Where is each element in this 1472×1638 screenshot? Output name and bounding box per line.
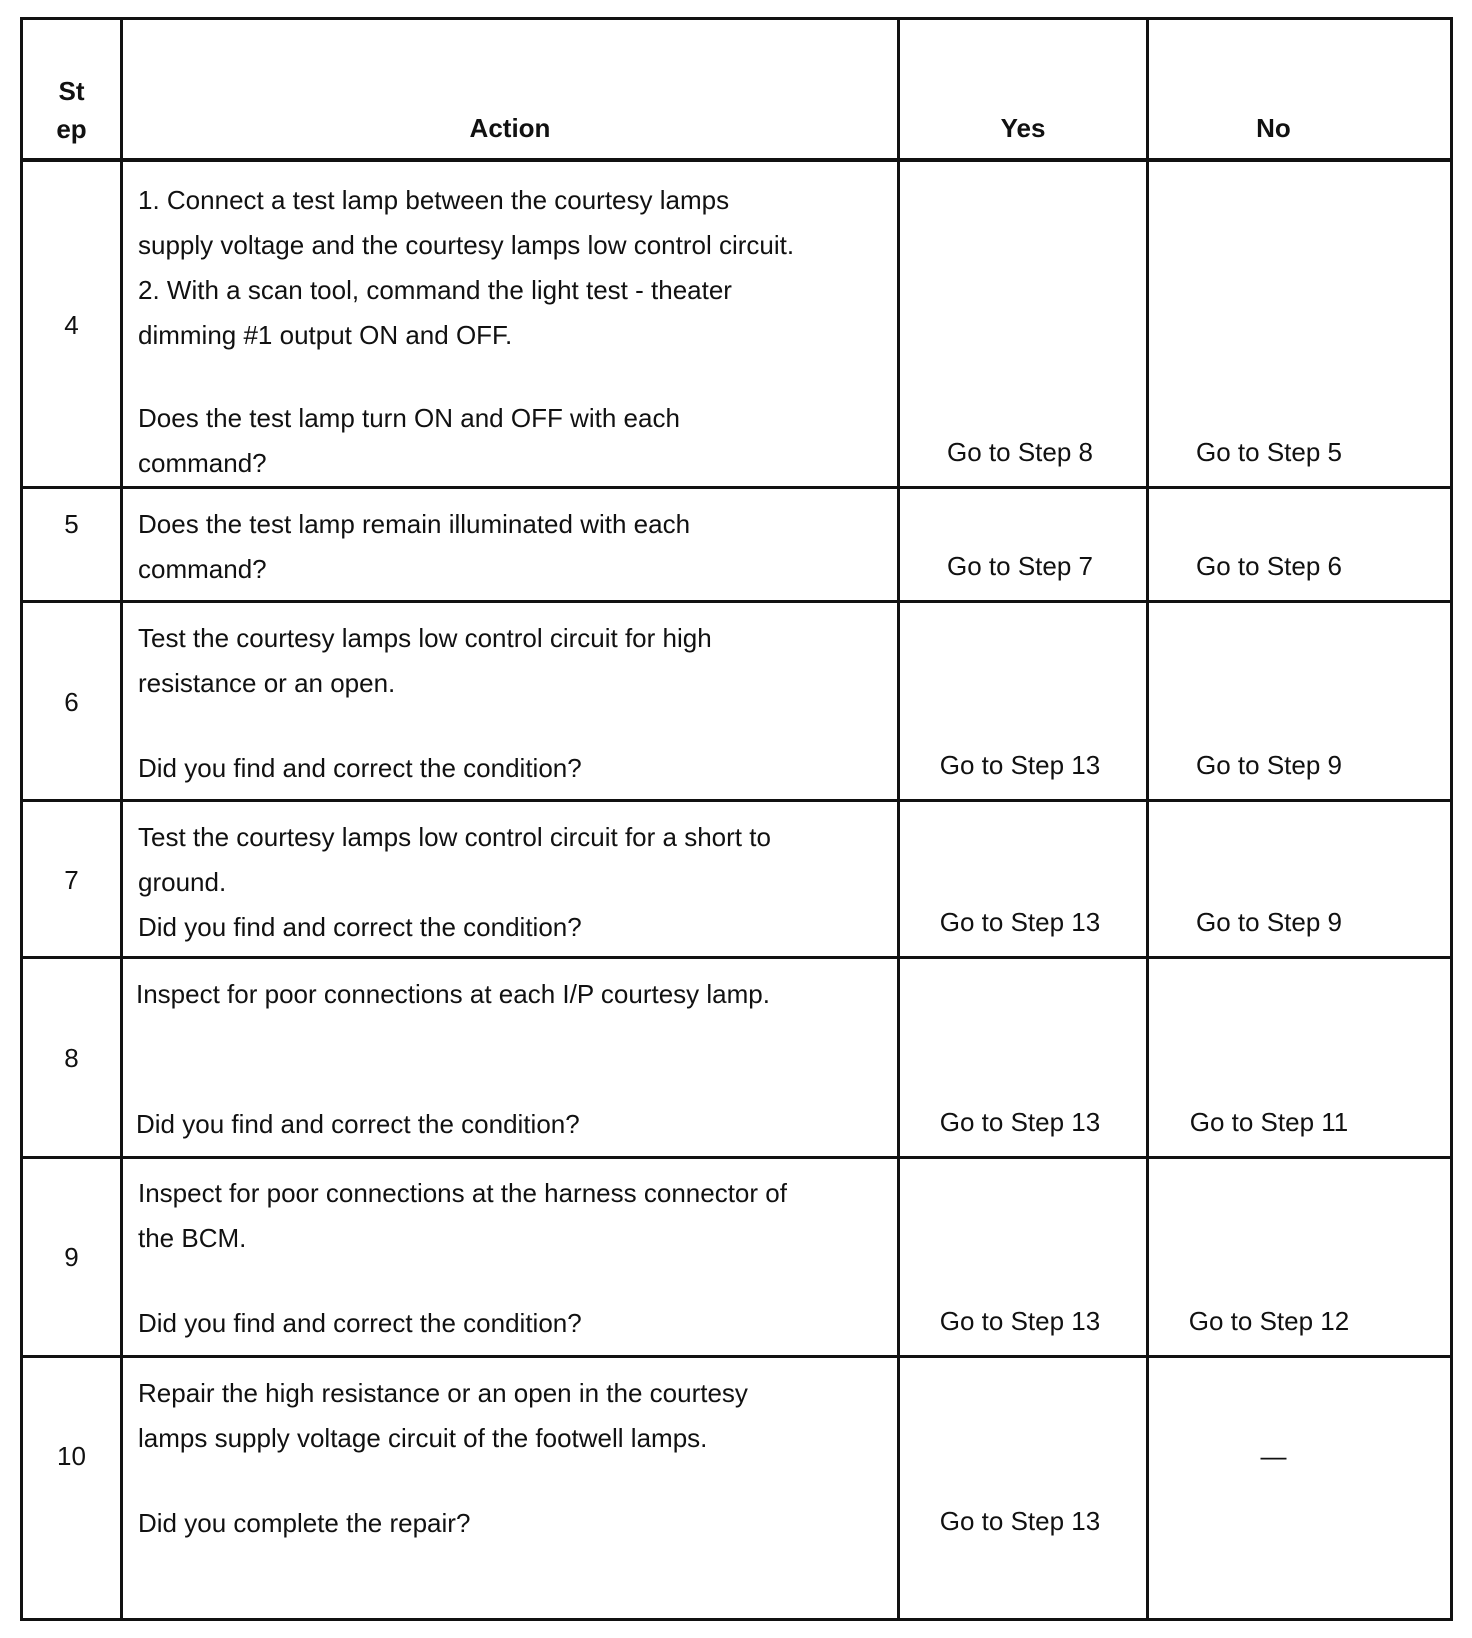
- header-step: [23, 72, 120, 148]
- action-line: [136, 1062, 897, 1102]
- action-line: Did you find and correct the condition?: [138, 1308, 582, 1338]
- action-text: [121, 972, 897, 1147]
- step-number: 4: [64, 310, 79, 340]
- action-line: [138, 358, 897, 396]
- no-outcome: Go to Step 6: [1196, 551, 1342, 581]
- action-text: [123, 815, 897, 950]
- step-number: 9: [64, 1242, 79, 1272]
- action-line: [138, 1261, 897, 1301]
- yes-outcome: Go to Step 13: [939, 1506, 1101, 1536]
- action-text: [123, 1371, 897, 1546]
- action-line: Does the test lamp turn ON and OFF with each: [138, 403, 680, 433]
- action-line: Test the courtesy lamps low control circuit for high: [138, 623, 712, 653]
- column-divider: [1146, 20, 1149, 1618]
- action-line: command?: [138, 554, 267, 584]
- diagnostic-table: [20, 17, 1453, 1621]
- step-number: 8: [64, 1043, 79, 1073]
- action-line: Inspect for poor connections at each I/P courtesy lamp.: [136, 979, 770, 1009]
- header-step-line1: St: [58, 76, 85, 106]
- action-text: [123, 616, 897, 791]
- header-step-line2: ep: [56, 114, 87, 144]
- action-text: [123, 502, 897, 592]
- no-outcome: Go to Step 11: [1189, 1107, 1349, 1137]
- action-line: [136, 1017, 897, 1062]
- row-divider: [23, 1156, 1450, 1159]
- column-divider: [897, 20, 900, 1618]
- action-line: resistance or an open.: [138, 668, 396, 698]
- step-number: 7: [64, 865, 79, 895]
- action-text: [123, 178, 897, 486]
- action-line: lamps supply voltage circuit of the footwell lamps.: [138, 1423, 708, 1453]
- action-line: Does the test lamp remain illuminated with each: [138, 509, 691, 539]
- yes-outcome: Go to Step 13: [939, 750, 1101, 780]
- header-divider: [23, 158, 1450, 162]
- header-action: Action: [469, 113, 551, 143]
- yes-outcome: Go to Step 13: [939, 1107, 1101, 1137]
- action-line: supply voltage and the courtesy lamps low control circuit.: [138, 230, 795, 260]
- action-line: Did you complete the repair?: [138, 1508, 471, 1538]
- row-divider: [23, 486, 1450, 489]
- action-line: command?: [138, 448, 267, 478]
- action-line: the BCM.: [138, 1223, 247, 1253]
- step-number: 6: [64, 687, 79, 717]
- action-line: [138, 1461, 897, 1501]
- step-number: 5: [64, 509, 79, 539]
- row-divider: [23, 600, 1450, 603]
- action-line: 1. Connect a test lamp between the courtesy lamps: [138, 185, 730, 215]
- action-text: [123, 1171, 897, 1346]
- no-outcome: Go to Step 9: [1196, 750, 1342, 780]
- yes-outcome: Go to Step 8: [947, 437, 1093, 467]
- action-line: Did you find and correct the condition?: [138, 753, 582, 783]
- action-line: [138, 706, 897, 746]
- row-divider: [23, 1355, 1450, 1358]
- header-yes: Yes: [1000, 113, 1046, 143]
- row-divider: [23, 956, 1450, 959]
- action-line: 2. With a scan tool, command the light test - theater: [138, 275, 732, 305]
- no-outcome: —: [1260, 1441, 1287, 1471]
- action-line: dimming #1 output ON and OFF.: [138, 320, 513, 350]
- row-divider: [23, 799, 1450, 802]
- no-outcome: Go to Step 9: [1196, 907, 1342, 937]
- action-line: Inspect for poor connections at the harness connector of: [138, 1178, 787, 1208]
- action-line: Did you find and correct the condition?: [138, 912, 582, 942]
- yes-outcome: Go to Step 13: [939, 1306, 1101, 1336]
- header-no: No: [1256, 113, 1291, 143]
- yes-outcome: Go to Step 7: [947, 551, 1093, 581]
- step-number: 10: [57, 1441, 86, 1471]
- yes-outcome: Go to Step 13: [939, 907, 1101, 937]
- no-outcome: Go to Step 5: [1196, 437, 1342, 467]
- action-line: Did you find and correct the condition?: [136, 1109, 580, 1139]
- action-line: Test the courtesy lamps low control circuit for a short to: [138, 822, 771, 852]
- action-line: Repair the high resistance or an open in the courtesy: [138, 1378, 748, 1408]
- no-outcome: Go to Step 12: [1188, 1306, 1350, 1336]
- action-line: ground.: [138, 867, 227, 897]
